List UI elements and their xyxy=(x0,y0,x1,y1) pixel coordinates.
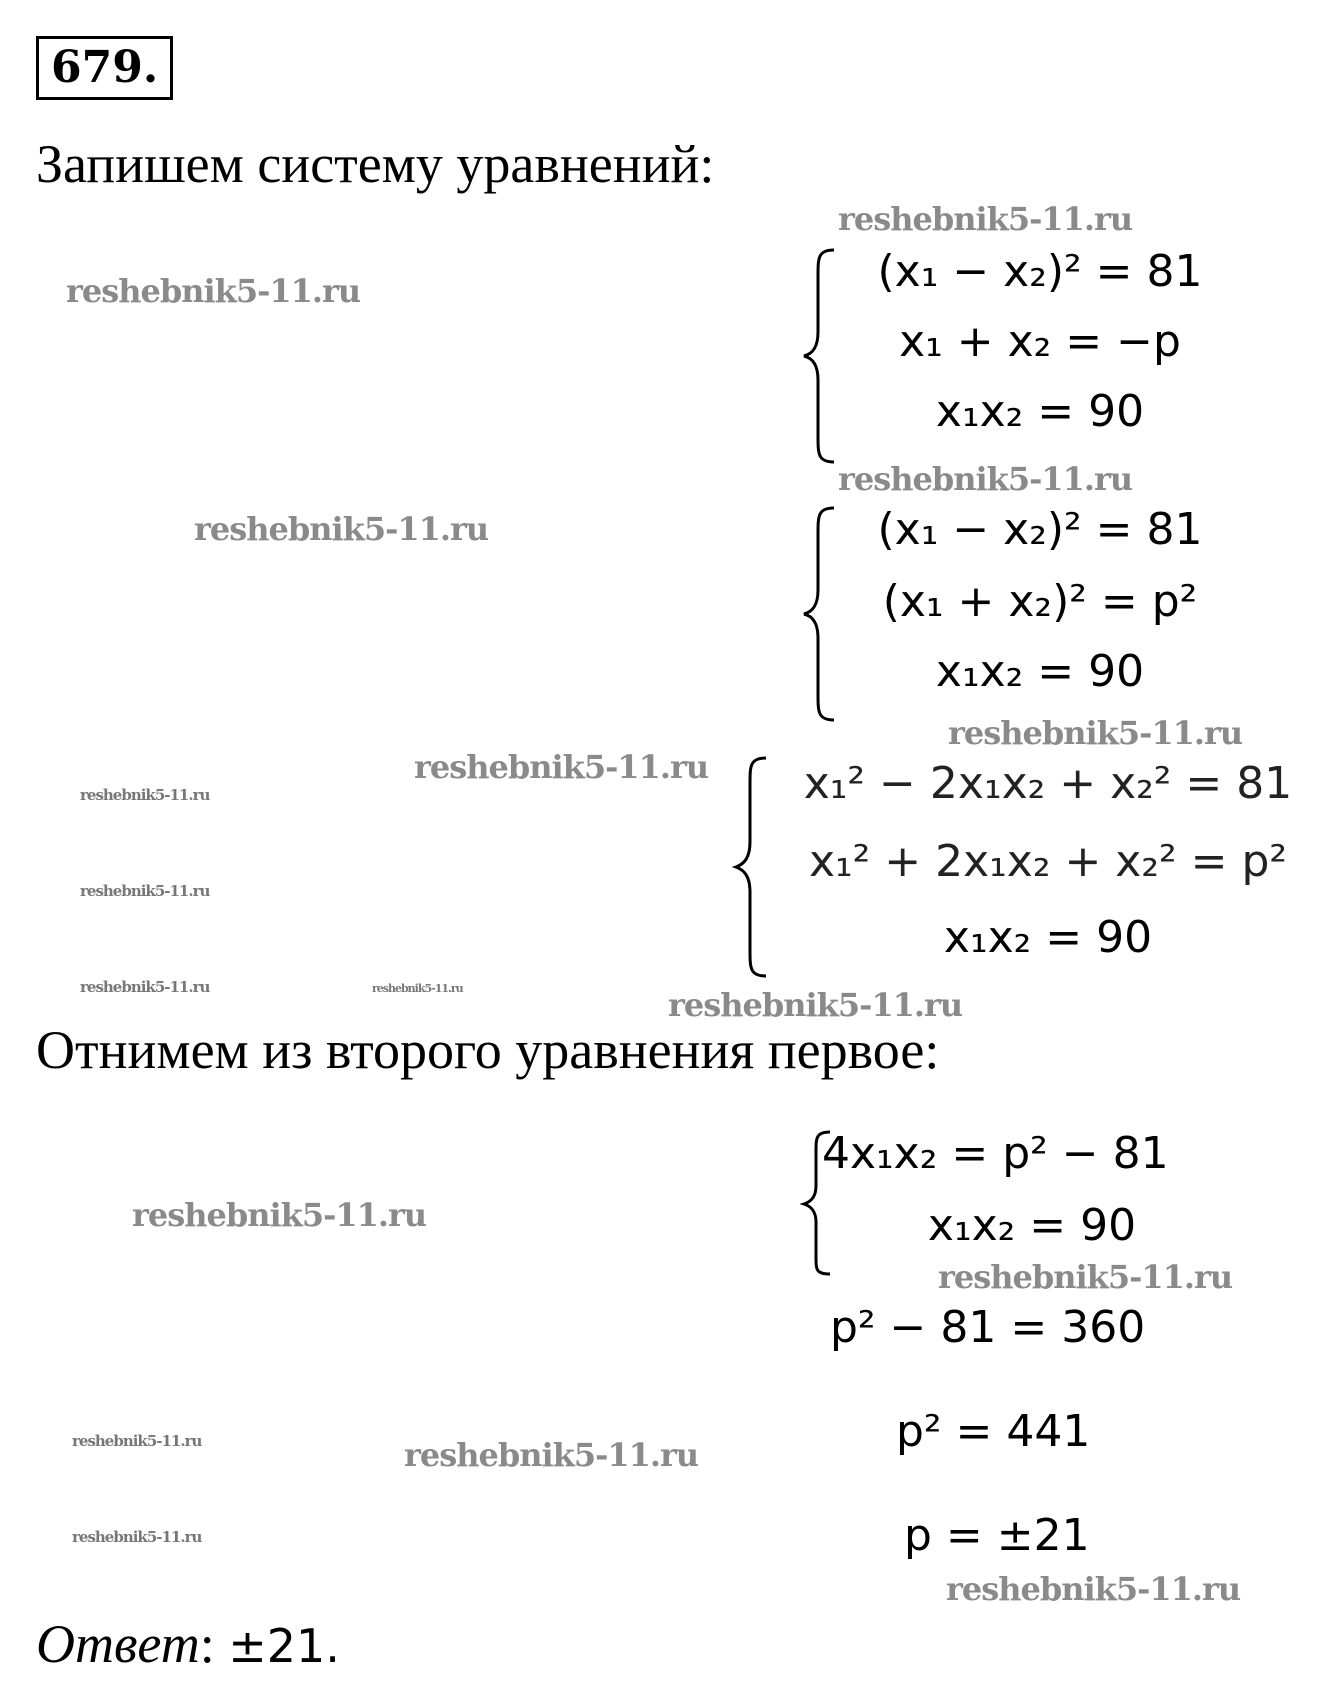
watermark: reshebnik5-11.ru xyxy=(72,1528,202,1546)
equation: x₁x₂ = 90 xyxy=(935,386,1145,437)
watermark: reshebnik5-11.ru xyxy=(838,200,1133,238)
watermark: reshebnik5-11.ru xyxy=(72,1432,202,1450)
watermark: reshebnik5-11.ru xyxy=(838,460,1133,498)
watermark: reshebnik5-11.ru xyxy=(372,982,463,995)
equation: (x₁ − x₂)² = 81 xyxy=(877,246,1203,297)
watermark: reshebnik5-11.ru xyxy=(404,1436,699,1474)
equation: x₁x₂ = 90 xyxy=(927,1200,1137,1251)
brace-icon xyxy=(800,246,840,466)
watermark: reshebnik5-11.ru xyxy=(668,986,963,1024)
answer xyxy=(36,1612,340,1678)
watermark: reshebnik5-11.ru xyxy=(80,786,210,804)
equation: 4x₁x₂ = p² − 81 xyxy=(822,1128,1169,1179)
equation: (x₁ + x₂)² = p² xyxy=(882,576,1198,627)
watermark: reshebnik5-11.ru xyxy=(66,272,361,310)
watermark: reshebnik5-11.ru xyxy=(194,510,489,548)
equation: x₁² − 2x₁x₂ + x₂² = 81 xyxy=(803,758,1293,809)
equation: x₁ + x₂ = −p xyxy=(899,316,1181,367)
answer-label: Ответ xyxy=(36,1614,200,1674)
equation-line-2: p² = 441 xyxy=(896,1406,1091,1457)
equation: (x₁ − x₂)² = 81 xyxy=(877,504,1203,555)
watermark: reshebnik5-11.ru xyxy=(80,978,210,996)
watermark: reshebnik5-11.ru xyxy=(946,1570,1241,1608)
watermark: reshebnik5-11.ru xyxy=(938,1258,1233,1296)
equation: x₁x₂ = 90 xyxy=(935,646,1145,697)
watermark: reshebnik5-11.ru xyxy=(948,714,1243,752)
subtract-text: Отнимем из второго уравнения первое: xyxy=(36,1020,940,1080)
equation: x₁² + 2x₁x₂ + x₂² = p² xyxy=(808,836,1288,887)
equation: x₁x₂ = 90 xyxy=(943,912,1153,963)
watermark: reshebnik5-11.ru xyxy=(414,748,709,786)
answer-value: ±21. xyxy=(228,1619,340,1673)
equation-line-1: p² − 81 = 360 xyxy=(830,1302,1146,1353)
brace-icon xyxy=(800,504,840,724)
brace-icon xyxy=(732,754,772,980)
intro-text: Запишем систему уравнений: xyxy=(36,134,715,194)
watermark: reshebnik5-11.ru xyxy=(80,882,210,900)
problem-number: 679. xyxy=(36,36,173,100)
equation-line-3: p = ±21 xyxy=(904,1510,1090,1561)
answer-colon: : xyxy=(199,1614,215,1674)
watermark: reshebnik5-11.ru xyxy=(132,1196,427,1234)
